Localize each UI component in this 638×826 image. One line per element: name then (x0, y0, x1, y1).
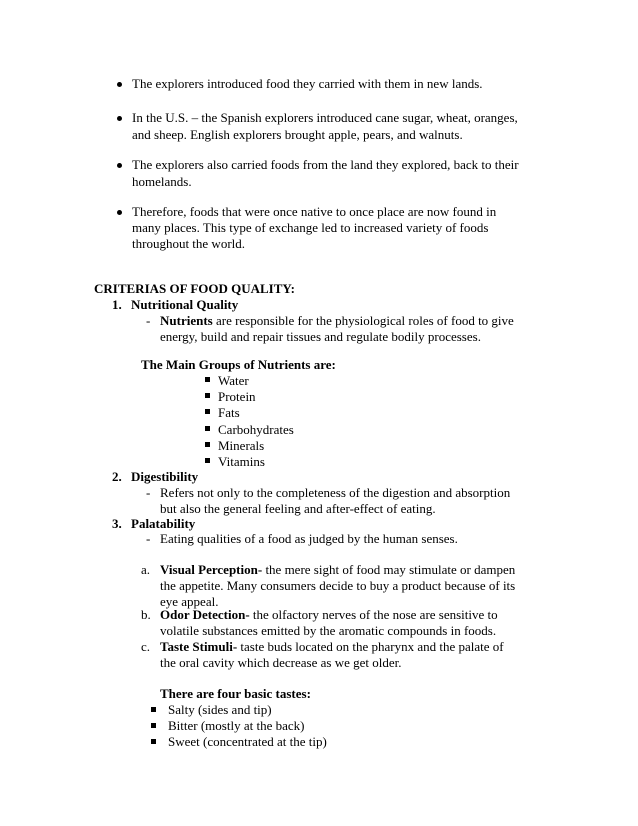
sense-a-letter: a. (141, 562, 151, 577)
criteria-3-number: 3. (112, 516, 122, 531)
sense-c-line-1 (160, 639, 504, 655)
bullet-dot (117, 210, 122, 215)
taste-item: Sweet (concentrated at the tip) (168, 734, 327, 749)
criteria-2-title: Digestibility (131, 469, 199, 484)
sense-c-letter: c. (141, 639, 151, 654)
sense-a-line-2: the appetite. Many consumers decide to buy a product because of its (160, 578, 516, 593)
sense-b-line-1 (160, 607, 498, 623)
square-bullet (151, 739, 156, 744)
square-bullet (205, 377, 210, 382)
visual-perception-definition: the mere sight of food may stimulate or dampen (262, 562, 516, 577)
square-bullet (205, 393, 210, 398)
bullet-dot (117, 163, 122, 168)
criteria-1-line-2: energy, build and repair tissues and regulate bodily processes. (160, 329, 481, 344)
criteria-3-title: Palatability (131, 516, 196, 531)
square-bullet (205, 458, 210, 463)
sense-c-line-2: the oral cavity which decrease as we get older. (160, 655, 402, 670)
criteria-2-dash: - (146, 485, 151, 500)
sense-a-line-1 (160, 562, 515, 578)
nutrient-group-item: Minerals (218, 438, 265, 453)
tastes-heading: There are four basic tastes: (160, 686, 311, 701)
nutrients-term: Nutrients (160, 313, 213, 328)
sense-b-line-2: volatile substances emitted by the aromatic compounds in foods. (160, 623, 497, 638)
nutrient-groups-heading: The Main Groups of Nutrients are: (141, 357, 336, 372)
bullet-dot (117, 116, 122, 121)
square-bullet (205, 426, 210, 431)
criteria-3-line-1: Eating qualities of a food as judged by the human senses. (160, 531, 458, 546)
bullet-4-line-2: many places. This type of exchange led to increased variety of foods (132, 220, 489, 235)
taste-item: Bitter (mostly at the back) (168, 718, 305, 733)
criteria-1-line-1 (160, 313, 514, 329)
sense-a-line-3: eye appeal. (160, 594, 219, 609)
bullet-4-line-3: throughout the world. (132, 236, 246, 251)
visual-perception-term: Visual Perception- (160, 562, 263, 577)
bullet-2-line-1: In the U.S. – the Spanish explorers introduced cane sugar, wheat, oranges, (132, 110, 518, 125)
criteria-3-dash: - (146, 531, 151, 546)
nutrient-group-item: Fats (218, 405, 240, 420)
criteria-2-line-2: but also the general feeling and after-effect of eating. (160, 501, 436, 516)
square-bullet (205, 442, 210, 447)
bullet-dot (117, 82, 122, 87)
square-bullet (151, 707, 156, 712)
section-heading: CRITERIAS OF FOOD QUALITY: (94, 281, 295, 296)
criteria-1-number: 1. (112, 297, 122, 312)
bullet-1-line-1: The explorers introduced food they carried with them in new lands. (132, 76, 483, 91)
bullet-3-line-2: homelands. (132, 174, 192, 189)
criteria-2-number: 2. (112, 469, 122, 484)
nutrient-group-item: Water (218, 373, 249, 388)
nutrient-group-item: Protein (218, 389, 256, 404)
nutrients-definition: are responsible for the physiological roles of food to give (212, 313, 514, 328)
odor-detection-term: Odor Detection- (160, 607, 250, 622)
criteria-1-dash: - (146, 313, 151, 328)
bullet-2-line-2: and sheep. English explorers brought apple, pears, and walnuts. (132, 127, 463, 142)
odor-detection-definition: the olfactory nerves of the nose are sensitive to (249, 607, 498, 622)
nutrient-group-item: Carbohydrates (218, 422, 294, 437)
square-bullet (205, 409, 210, 414)
criteria-2-line-1: Refers not only to the completeness of the digestion and absorption (160, 485, 511, 500)
bullet-3-line-1: The explorers also carried foods from the land they explored, back to their (132, 157, 519, 172)
sense-b-letter: b. (141, 607, 151, 622)
square-bullet (151, 723, 156, 728)
taste-stimuli-definition: taste buds located on the pharynx and the palate of (237, 639, 504, 654)
nutrient-group-item: Vitamins (218, 454, 265, 469)
taste-item: Salty (sides and tip) (168, 702, 272, 717)
criteria-1-title: Nutritional Quality (131, 297, 239, 312)
bullet-4-line-1: Therefore, foods that were once native to once place are now found in (132, 204, 497, 219)
taste-stimuli-term: Taste Stimuli- (160, 639, 238, 654)
